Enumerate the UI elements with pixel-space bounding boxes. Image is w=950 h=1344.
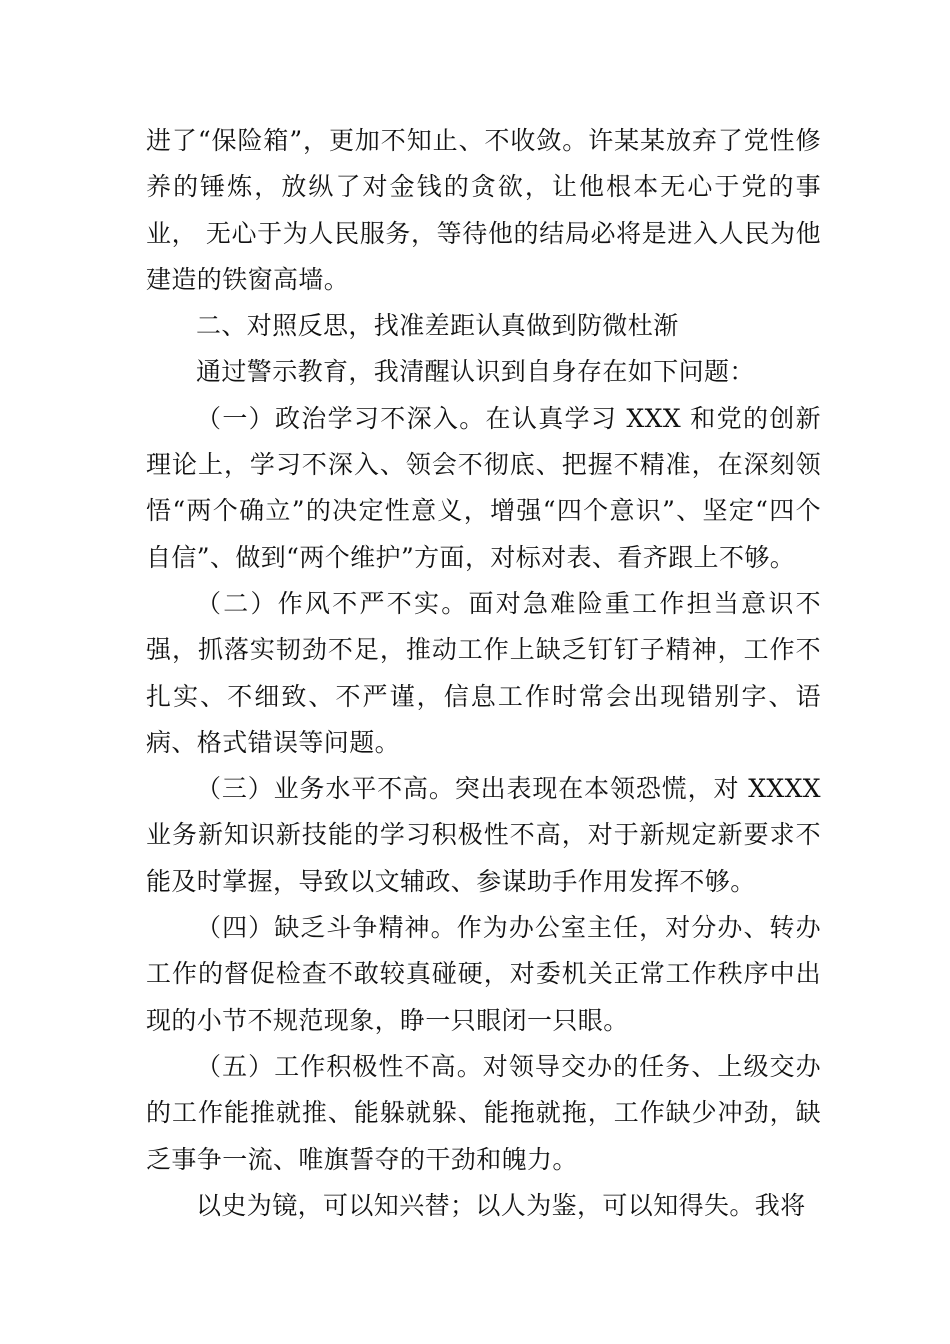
problem-item-3: （三）业务水平不高。突出表现在本领恐慌，对 XXXX 业务新知识新技能的学习积极性不高，对于新规定新要求不能及时掌握，导致以文辅政、参谋助手作用发挥不够。 — [146, 774, 821, 896]
paragraph-continuation: 进了“保险箱”，更加不知止、不收敛。许某某放弃了党性修养的锤炼，放纵了对金钱的贪欲，让他根本无心于党的事业， 无心于为人民服务，等待他的结局必将是进入人民为他建造的铁窗高墙。 — [146, 126, 821, 294]
problem-item-1: （一）政治学习不深入。在认真学习 XXX 和党的创新理论上，学习不深入、领会不彻底、把握不精准，在深刻领悟“两个确立”的决定性意义，增强“四个意识”、坚定“四个自信”、做到“两个维护”方面，对标对表、看齐跟上不够。 — [146, 403, 821, 572]
paragraph-intro: 通过警示教育，我清醒认识到自身存在如下问题： — [196, 357, 755, 387]
problem-item-5: （五）工作积极性不高。对领导交办的任务、上级交办的工作能推就推、能躲就躲、能拖就拖，工作缺少冲劲，缺乏事争一流、唯旗誓夺的干劲和魄力。 — [146, 1051, 821, 1174]
paragraph-closing: 以史为镜，可以知兴替；以人为鉴，可以知得失。我将 — [196, 1190, 806, 1220]
problem-item-2: （二）作风不严不实。面对急难险重工作担当意识不强，抓落实韧劲不足，推动工作上缺乏钉钉子精神，工作不扎实、不细致、不严谨，信息工作时常会出现错别字、语病、格式错误等问题。 — [146, 588, 821, 757]
problem-item-4: （四）缺乏斗争精神。作为办公室主任，对分办、转办工作的督促检查不敢较真碰硬，对委机关正常工作秩序中出现的小节不规范现象，睁一只眼闭一只眼。 — [146, 913, 821, 1035]
section-heading: 二、对照反思，找准差距认真做到防微杜渐 — [196, 311, 679, 341]
document-body — [146, 118, 821, 1229]
